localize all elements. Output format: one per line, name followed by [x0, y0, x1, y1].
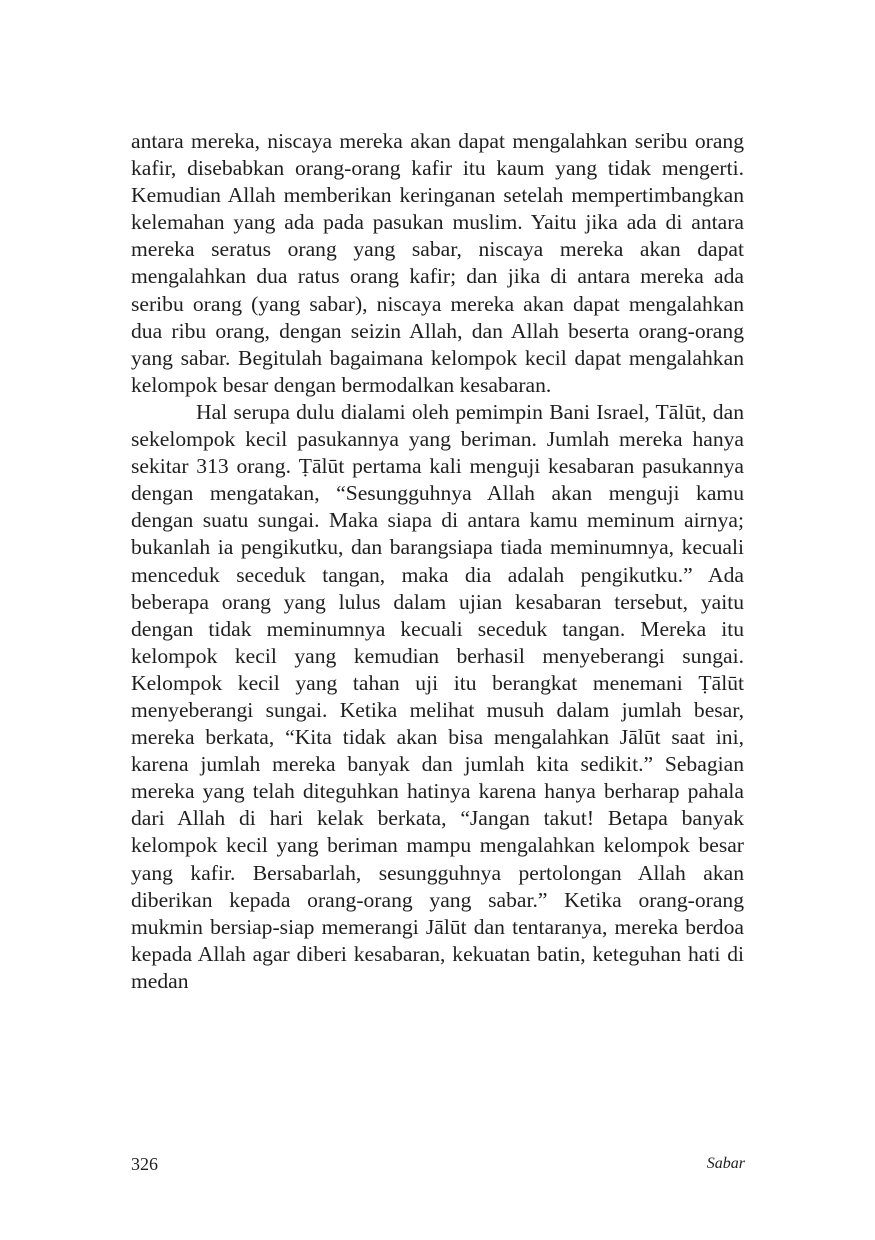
running-title: Sabar	[706, 1155, 745, 1172]
body-text	[131, 128, 744, 995]
page-number: 326	[131, 1154, 158, 1174]
paragraph-continuation: antara mereka, niscaya mereka akan dapat mengalahkan seribu orang kafir, disebabkan orang-orang kafir itu kaum yang tidak mengerti. Kemudian Allah memberikan keringanan setelah mempertimbangkan kelemahan yang ada pada pasukan muslim. Yaitu jika ada di antara mereka seratus orang yang sabar, niscaya mereka akan dapat mengalahkan dua ratus orang kafir; dan jika di antara mereka ada seribu orang (yang sabar), niscaya mereka akan dapat mengalahkan dua ribu orang, dengan seizin Allah, dan Allah beserta orang-orang yang sabar. Begitulah bagaimana kelompok kecil dapat mengalahkan kelompok besar dengan bermodalkan kesabaran.	[131, 129, 744, 397]
paragraph-talut-story: Hal serupa dulu dialami oleh pemimpin Bani Israel, Tālūt, dan sekelompok kecil pasukannya yang beriman. Jumlah mereka hanya sekitar 313 orang. Ṭālūt pertama kali menguji kesabaran pasukannya dengan mengatakan, “Sesungguhnya Allah akan menguji kamu dengan suatu sungai. Maka siapa di antara kamu meminum airnya; bukanlah ia pengikutku, dan barangsiapa tiada meminumnya, kecuali menceduk seceduk tangan, maka dia adalah pengikutku.” Ada beberapa orang yang lulus dalam ujian kesabaran tersebut, yaitu dengan tidak meminumnya kecuali seceduk tangan. Mereka itu kelompok kecil yang kemudian berhasil menyeberangi sungai. Kelompok kecil yang tahan uji itu berangkat menemani Ṭālūt menyeberangi sungai. Ketika melihat musuh dalam jumlah besar, mereka berkata, “Kita tidak akan bisa mengalahkan Jālūt saat ini, karena jumlah mereka banyak dan jumlah kita sedikit.” Sebagian mereka yang telah diteguhkan hatinya karena hanya berharap pahala dari Allah di hari kelak berkata, “Jangan takut! Betapa banyak kelompok kecil yang beriman mampu mengalahkan kelompok besar yang kafir. Bersabarlah, sesungguhnya pertolongan Allah akan diberikan kepada orang-orang yang sabar.” Ketika orang-orang mukmin bersiap-siap memerangi Jālūt dan tentaranya, mereka berdoa kepada Allah agar diberi kesabaran, kekuatan batin, keteguhan hati di medan	[131, 399, 744, 993]
